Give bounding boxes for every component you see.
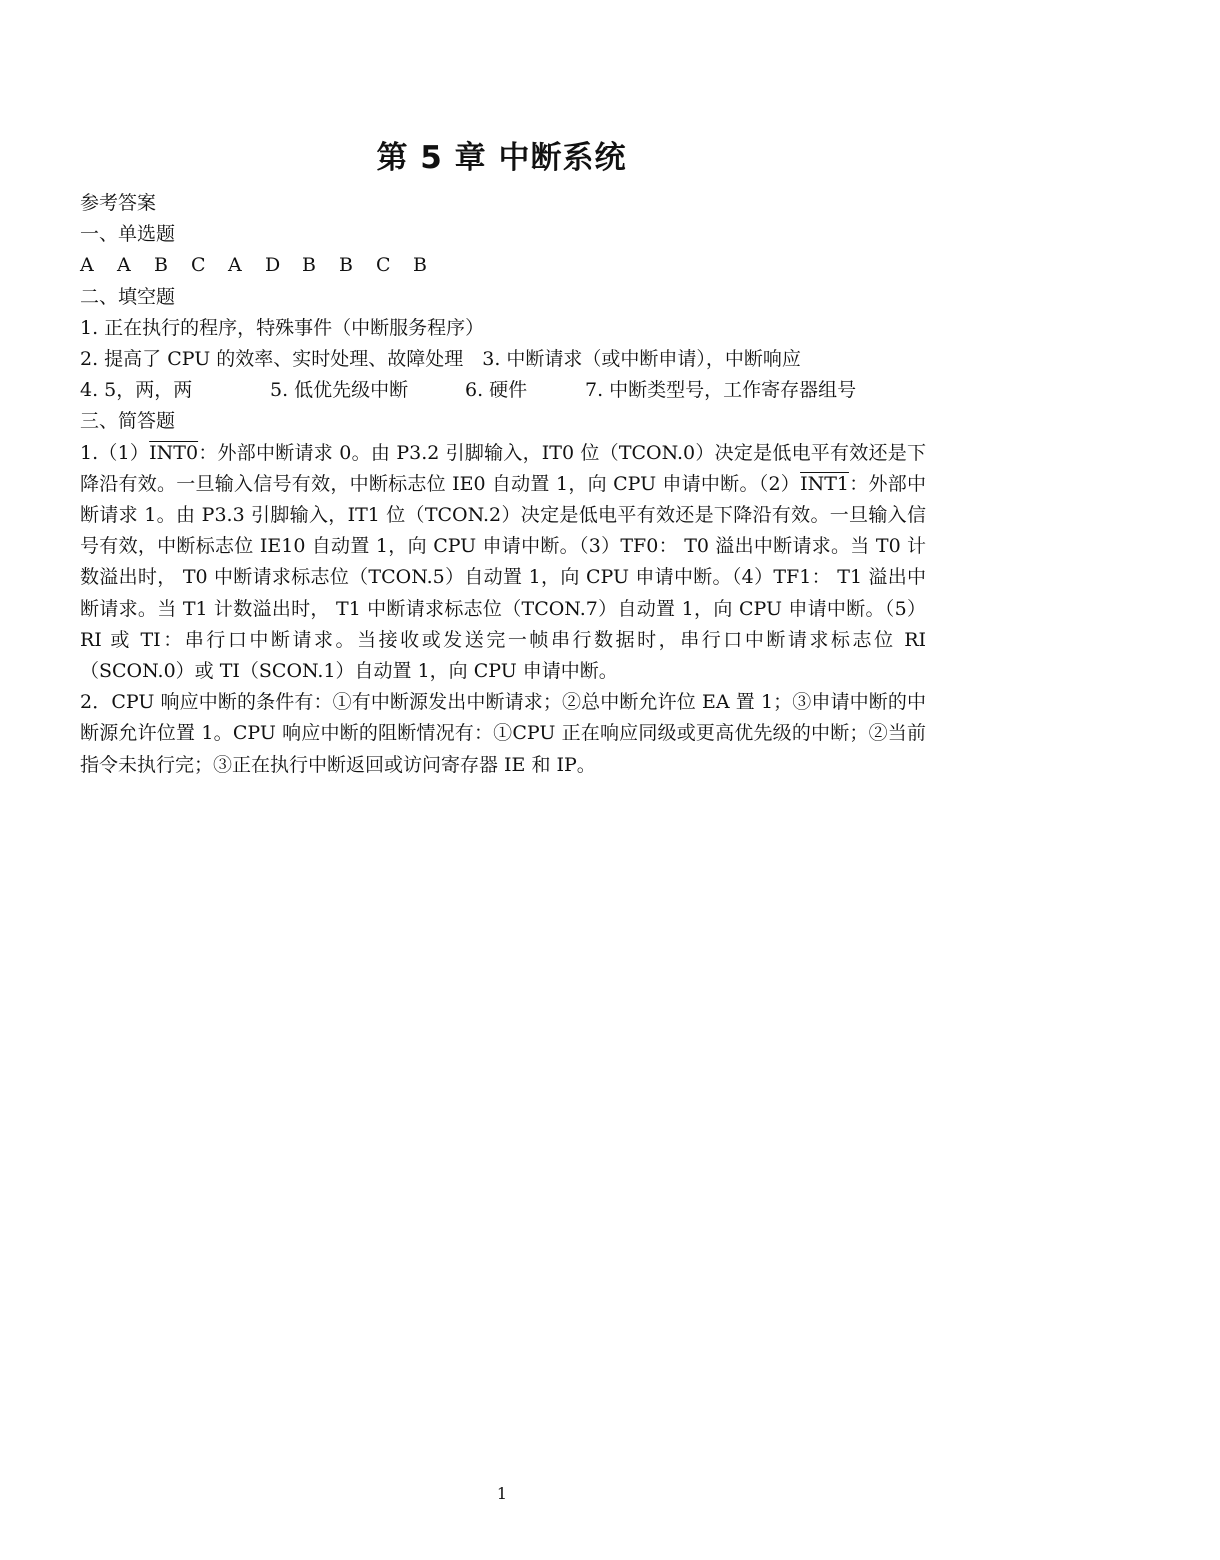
section-heading-short-answer: 三、简答题 — [80, 410, 176, 433]
answer-item: B — [339, 254, 353, 277]
answer-item: A — [228, 254, 242, 277]
fill-blank-answer-1: 1. 正在执行的程序，特殊事件（中断服务程序） — [80, 316, 485, 339]
answer-item: C — [376, 254, 391, 277]
fill-blank-item: 6. 硬件 — [465, 379, 528, 402]
short-answer-2: 2．CPU 响应中断的条件有：①有中断源发出中断请求；②总中断允许位 EA 置 1；③申请中断的中断源允许位置 1。CPU 响应中断的阻断情况有：①CPU 正在响应同级或更高优先级的中断；②当前指令未执行完；③正在执行中断返回或访问寄存器 IE 和 IP。 — [80, 691, 926, 776]
int1-overline-label: INT1 — [800, 472, 849, 495]
section-heading-single-choice: 一、单选题 — [80, 223, 176, 246]
answer-item: C — [191, 254, 206, 277]
document-body — [80, 188, 926, 781]
answer-item: B — [302, 254, 316, 277]
fill-blank-answer-4-7 — [80, 375, 926, 406]
int0-overline-label: INT0 — [149, 441, 199, 464]
answer-prefix: 1.（1） — [80, 441, 150, 464]
single-choice-answers — [80, 250, 926, 281]
answer-item: B — [413, 254, 427, 277]
answer-item: D — [265, 254, 281, 277]
fill-blank-item: 4. 5，两，两 — [80, 379, 193, 402]
fill-blank-answer-2-3: 2. 提高了 CPU 的效率、实时处理、故障处理 3. 中断请求（或中断申请），中断响应 — [80, 348, 801, 371]
fill-blank-item: 7. 中断类型号，工作寄存器组号 — [585, 379, 857, 402]
answer-text: ：外部中断请求 1。由 P3.3 引脚输入，IT1 位（TCON.2）决定是低电平有效还是下降沿有效。一旦输入信号有效，中断标志位 IE10 自动置 1，向 CPU 申请中断。（3）TF0： T0 溢出中断请求。当 T0 计数溢出时， T0 中断请求标志位（TCON.5）自动置 1，向 CPU 申请中断。（4）TF1： T1 溢出中断请求。当 T1 计数溢出时， T1 中断请求标志位（TCON.7）自动置 1，向 CPU 申请中断。（5）RI 或 TI：串行口中断请求。当接收或发送完一帧串行数据时，串行口中断请求标志位 RI（SCON.0）或 TI（SCON.1）自动置 1，向 CPU 申请中断。 — [80, 472, 926, 683]
fill-blank-item: 5. 低优先级中断 — [270, 379, 409, 402]
answer-text: ：外部中断请求 0。由 P3.2 引脚输入，IT0 位（TCON.0）决定是低电平有效还是下降沿有效。一旦输入信号有效，中断标志位 IE0 自动置 1，向 CPU 申请中断。（2） — [80, 441, 926, 495]
answer-item: A — [80, 254, 94, 277]
answer-item: B — [154, 254, 168, 277]
section-heading-fill-blank: 二、填空题 — [80, 285, 176, 308]
page-title: 第 5 章 中断系统 — [376, 140, 627, 176]
page-number: 1 — [496, 1484, 508, 1503]
short-answer-1 — [80, 438, 926, 688]
reference-answer-label: 参考答案 — [80, 192, 157, 214]
answer-item: A — [117, 254, 131, 277]
